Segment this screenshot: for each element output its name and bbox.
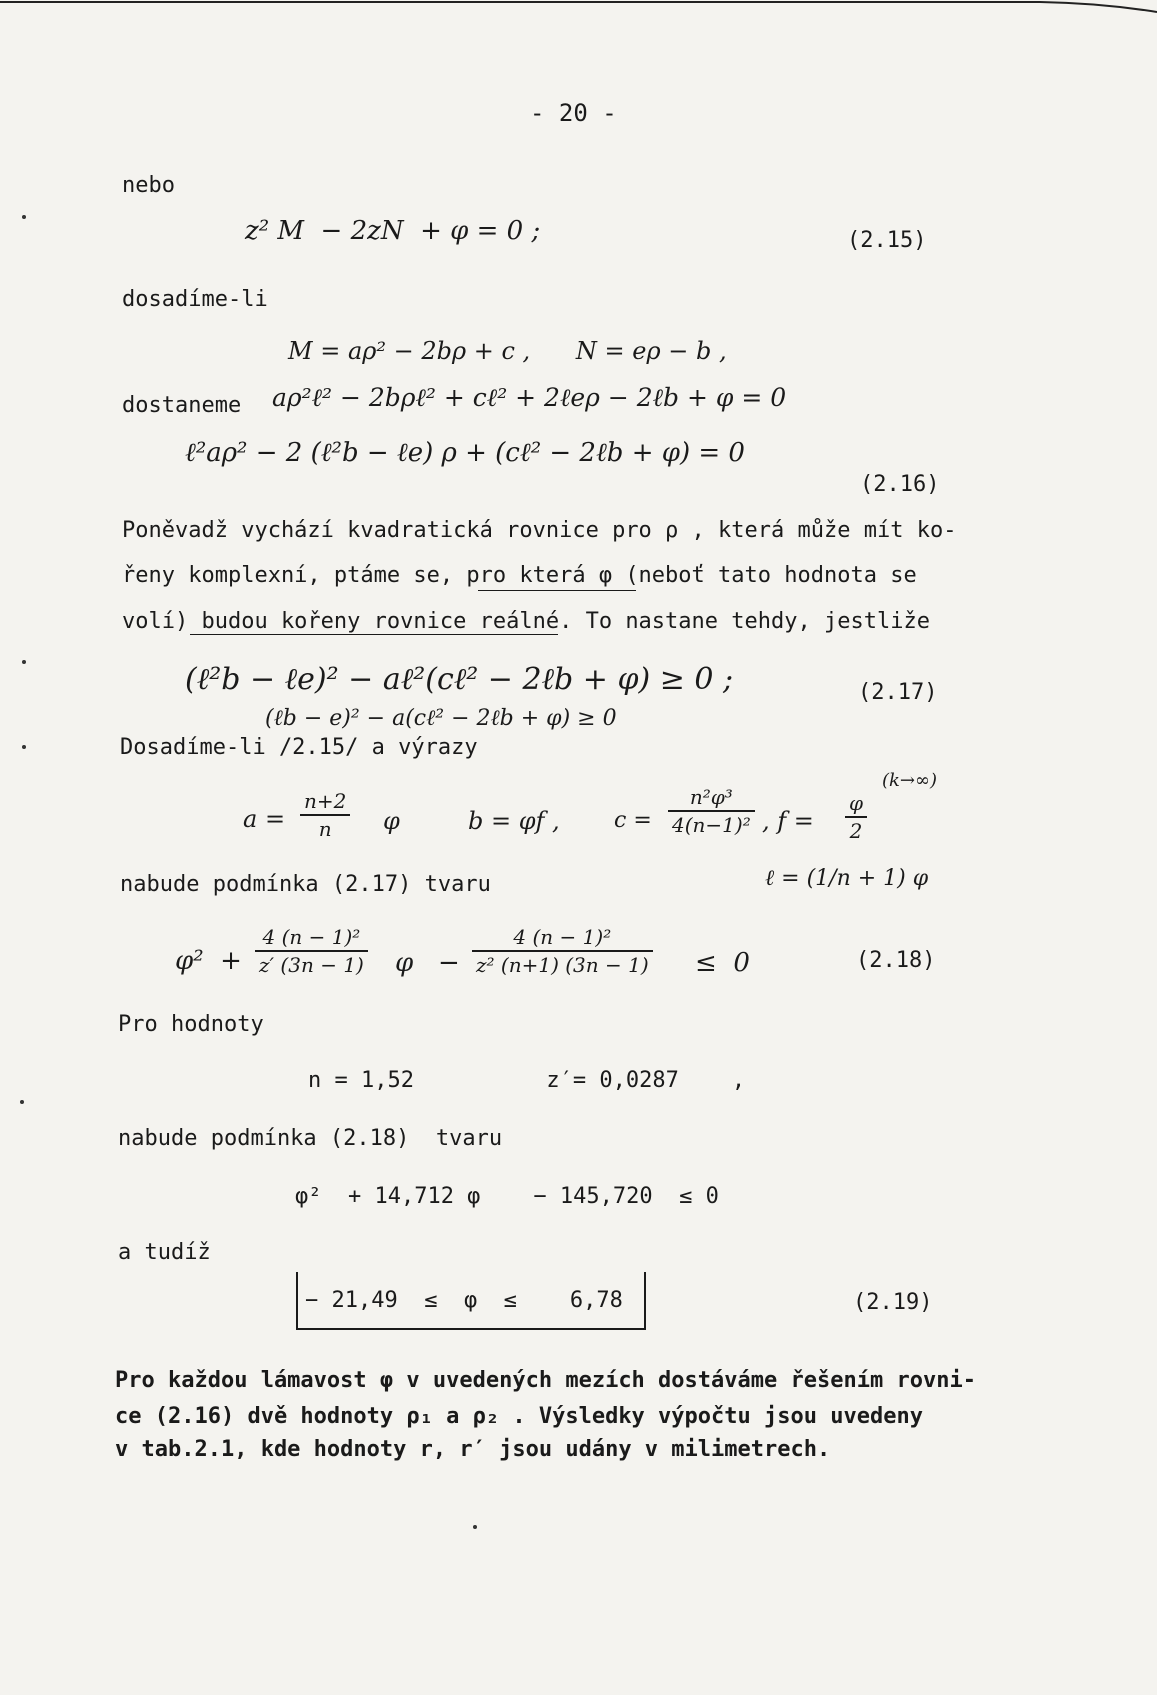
fraction-f-denominator: 2 — [849, 819, 863, 843]
text-pro-hodnoty: Pro hodnoty — [118, 1012, 264, 1037]
scan-speck — [22, 745, 26, 749]
fraction-f — [845, 790, 867, 844]
scan-speck — [473, 1525, 477, 1529]
limit-annotation: (k→∞) — [882, 770, 938, 791]
fraction-a — [300, 788, 350, 842]
a-phi: φ — [383, 807, 400, 835]
a-lhs: a = — [243, 805, 286, 833]
equation-2-18-middle: φ − — [395, 948, 460, 978]
handwritten-expansion: aρ²ℓ² − 2bρℓ² + cℓ² + 2ℓeρ − 2ℓb + φ = 0 — [272, 383, 787, 412]
text-dostaneme: dostaneme — [122, 393, 242, 418]
paragraph-1-line-2: řeny komplexní, ptáme se, pro která φ (neboť tato hodnota se — [122, 563, 917, 588]
paragraph-1-line-1: Poněvadž vychází kvadratická rovnice pro ρ , která může mít ko- — [122, 518, 957, 543]
paragraph-1-line-3: volí) budou kořeny rovnice reálné. To nastane tehdy, jestliže — [122, 609, 930, 634]
fraction-c — [668, 784, 755, 838]
parameter-values: n = 1,52 z′= 0,0287 , — [308, 1068, 746, 1093]
paragraph-2-line-2: ce (2.16) dvě hodnoty ρ₁ a ρ₂ . Výsledky výpočtu jsou uvedeny — [115, 1404, 923, 1429]
text-nebo: nebo — [122, 173, 175, 198]
fraction-2-18-first — [255, 924, 368, 978]
fraction-2-18-first-numerator: 4 (n − 1)² — [262, 925, 361, 949]
equation-number-2-18: (2.18) — [856, 948, 936, 973]
page-edge-line — [0, 0, 1157, 14]
fraction-f-numerator: φ — [849, 791, 864, 815]
text-dosadime-li-vyrazy: Dosadíme-li /2.15/ a výrazy — [120, 735, 478, 760]
text-nabude-podminka-2-18: nabude podmínka (2.18) tvaru — [118, 1126, 503, 1151]
underline-koreny — [190, 634, 558, 635]
f-lhs: , f = — [762, 807, 814, 835]
scan-speck — [22, 215, 26, 219]
equation-number-2-19: (2.19) — [853, 1290, 933, 1315]
underline-pro-ktera — [478, 590, 636, 591]
b-expression: b = φf , — [468, 807, 560, 835]
fraction-c-numerator: n²φ³ — [689, 785, 733, 809]
fraction-2-18-first-denominator: z′ (3n − 1) — [259, 953, 364, 977]
equation-2-19: − 21,49 ≤ φ ≤ 6,78 — [305, 1288, 623, 1313]
l-expression: ℓ = (1/n + 1) φ — [765, 866, 929, 891]
fraction-2-18-second-numerator: 4 (n − 1)² — [513, 925, 612, 949]
equation-number-2-16: (2.16) — [860, 472, 940, 497]
equation-2-16: ℓ²aρ² − 2 (ℓ²b − ℓe) ρ + (cℓ² − 2ℓb + φ) = 0 — [185, 438, 745, 468]
equation-2-15: z² M − 2zN + φ = 0 ; — [245, 216, 541, 246]
fraction-2-18-second-denominator: z² (n+1) (3n − 1) — [476, 953, 649, 977]
equation-2-18-rhs: ≤ 0 — [695, 948, 750, 978]
paragraph-2-line-1: Pro každou lámavost φ v uvedených mezích dostáváme řešením rovni- — [115, 1368, 976, 1393]
scan-speck — [22, 660, 26, 664]
paragraph-2-line-3: v tab.2.1, kde hodnoty r, r′ jsou udány v milimetrech. — [115, 1437, 831, 1462]
equation-2-17: (ℓ²b − ℓe)² − aℓ²(cℓ² − 2ℓb + φ) ≥ 0 ; — [185, 662, 734, 697]
text-nabude-podminka-2-17: nabude podmínka (2.17) tvaru — [120, 872, 491, 897]
numeric-inequality: φ² + 14,712 φ − 145,720 ≤ 0 — [295, 1184, 719, 1209]
equation-number-2-17: (2.17) — [858, 680, 938, 705]
fraction-a-numerator: n+2 — [304, 789, 347, 813]
scan-speck — [20, 1100, 24, 1104]
page-number: - 20 - — [530, 99, 617, 127]
fraction-c-denominator: 4(n−1)² — [672, 813, 751, 837]
text-a-tudiz: a tudíž — [118, 1240, 211, 1265]
equation-number-2-15: (2.15) — [847, 228, 927, 253]
fraction-a-denominator: n — [318, 817, 332, 841]
definition-m-n: M = aρ² − 2bρ + c , N = eρ − b , — [288, 337, 727, 365]
equation-2-17-handwritten: (ℓb − e)² − a(cℓ² − 2ℓb + φ) ≥ 0 — [265, 706, 617, 731]
text-dosadime-li: dosadíme-li — [122, 287, 268, 312]
equation-2-18-phi: φ² + — [175, 946, 242, 976]
fraction-2-18-second — [472, 924, 653, 978]
c-lhs: c = — [614, 808, 652, 833]
